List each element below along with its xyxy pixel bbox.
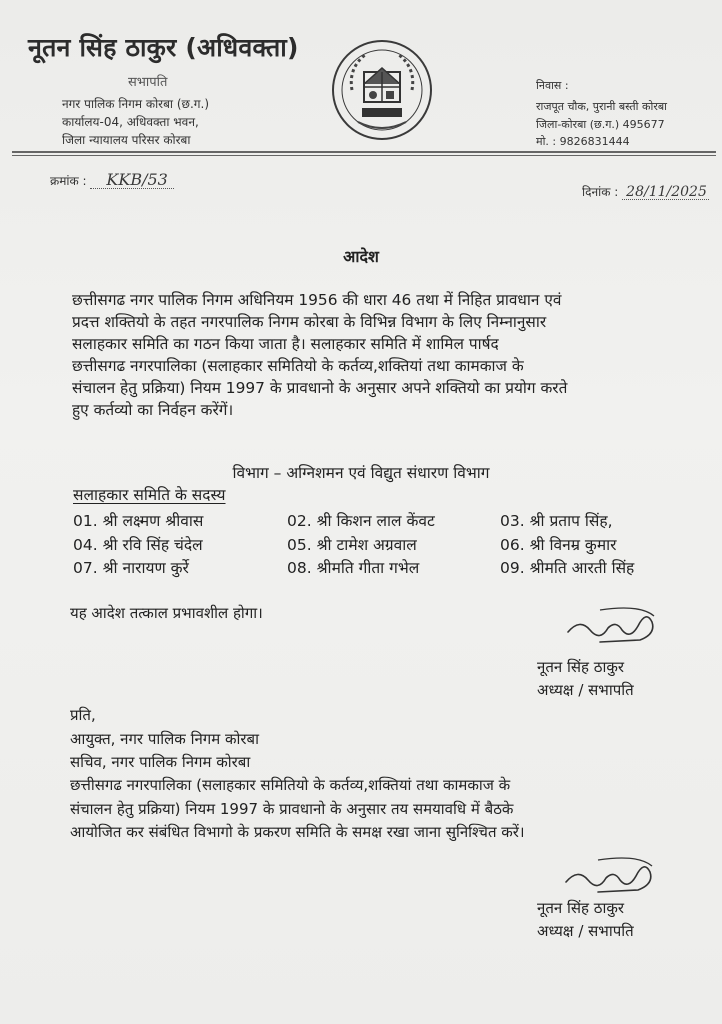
signatory-name-2: नूतन सिंह ठाकुर	[537, 899, 624, 917]
member-item: 07. श्री नारायण कुर्रे	[73, 559, 189, 577]
member-item: 09. श्रीमति आरती सिंह	[500, 559, 635, 577]
signatory-title-1: अध्यक्ष / सभापति	[537, 681, 634, 699]
signatory-title-2: अध्यक्ष / सभापति	[537, 922, 634, 940]
letterhead-divider-thin	[12, 155, 716, 156]
order-body-line-3: सलाहकार समिति का गठन किया जाता है। सलाहकार समिति में शामिल पार्षद	[72, 335, 499, 353]
letterhead-divider	[12, 151, 716, 153]
letterhead-name: नूतन सिंह ठाकुर (अधिवक्ता)	[28, 33, 299, 62]
date-field	[582, 183, 709, 200]
order-body-line-2: प्रदत्त शक्तियो के तहत नगरपालिक निगम कोरबा के विभिन्न विभाग के लिए निम्नानुसार	[72, 313, 547, 331]
date-value: 28/11/2025	[626, 184, 707, 200]
member-item: 01. श्री लक्ष्मण श्रीवास	[73, 512, 204, 530]
order-body-line-6: हुए कर्तव्यो का निर्वहन करेंगें।	[72, 401, 234, 419]
office-address-line-1: नगर पालिक निगम कोरबा (छ.ग.)	[62, 97, 210, 111]
residence-phone: मो. : 9826831444	[536, 135, 630, 148]
member-item: 03. श्री प्रताप सिंह,	[500, 512, 613, 530]
seal-emblem	[330, 38, 434, 142]
reference-label: क्रमांक :	[50, 174, 87, 188]
copy-instruction-line-1: छत्तीसगढ नगरपालिका (सलाहकार समितियो के कर्तव्य,शक्तियां तथा कामकाज के	[70, 776, 511, 794]
order-heading: आदेश	[343, 247, 379, 266]
copy-instruction-line-3: आयोजित कर संबंधित विभागो के प्रकरण समिति के समक्ष रखा जाना सुनिश्चित करें।	[70, 823, 525, 841]
reference-value: KKB/53	[106, 170, 168, 189]
residence-line-1: राजपूत चौक, पुरानी बस्ती कोरबा	[536, 100, 667, 113]
signature-2	[560, 852, 660, 902]
effective-note: यह आदेश तत्काल प्रभावशील होगा।	[70, 604, 263, 622]
copy-recipient-1: आयुक्त, नगर पालिक निगम कोरबा	[70, 730, 259, 748]
order-body-line-1: छत्तीसगढ नगर पालिक निगम अधिनियम 1956 की धारा 46 तथा में निहित प्रावधान एवं	[72, 291, 562, 309]
order-body-line-4: छत्तीसगढ नगरपालिका (सलाहकार समितियो के कर्तव्य,शक्तियां तथा कामकाज के	[72, 357, 524, 375]
office-address-line-3: जिला न्यायालय परिसर कोरबा	[62, 133, 191, 147]
member-item: 02. श्री किशन लाल केंवट	[287, 512, 435, 530]
residence-line-2: जिला-कोरबा (छ.ग.) 495677	[536, 118, 665, 131]
date-label: दिनांक :	[582, 185, 619, 199]
office-address-line-2: कार्यालय-04, अधिवक्ता भवन,	[62, 115, 199, 129]
member-item: 04. श्री रवि सिंह चंदेल	[73, 536, 203, 554]
residence-label: निवास :	[536, 79, 569, 92]
department-title: विभाग – अग्निशमन एवं विद्युत संधारण विभाग	[232, 464, 490, 482]
reference-number	[50, 170, 174, 189]
order-body-line-5: संचालन हेतु प्रक्रिया) नियम 1997 के प्रावधानो के अनुसार अपने शक्तियो का प्रयोग करते	[72, 379, 568, 397]
copy-prati: प्रति,	[70, 706, 96, 724]
member-item: 05. श्री टामेश अग्रवाल	[287, 536, 417, 554]
members-heading: सलाहकार समिति के सदस्य	[73, 486, 226, 504]
member-item: 06. श्री विनम्र कुमार	[500, 536, 617, 554]
member-item: 08. श्रीमति गीता गभेल	[287, 559, 420, 577]
signatory-name-1: नूतन सिंह ठाकुर	[537, 658, 624, 676]
copy-instruction-line-2: संचालन हेतु प्रक्रिया) नियम 1997 के प्रावधानो के अनुसार तय समयावधि में बैठके	[70, 800, 514, 818]
copy-recipient-2: सचिव, नगर पालिक निगम कोरबा	[70, 753, 251, 771]
signature-1	[560, 600, 660, 650]
letterhead-designation: सभापति	[128, 75, 168, 90]
